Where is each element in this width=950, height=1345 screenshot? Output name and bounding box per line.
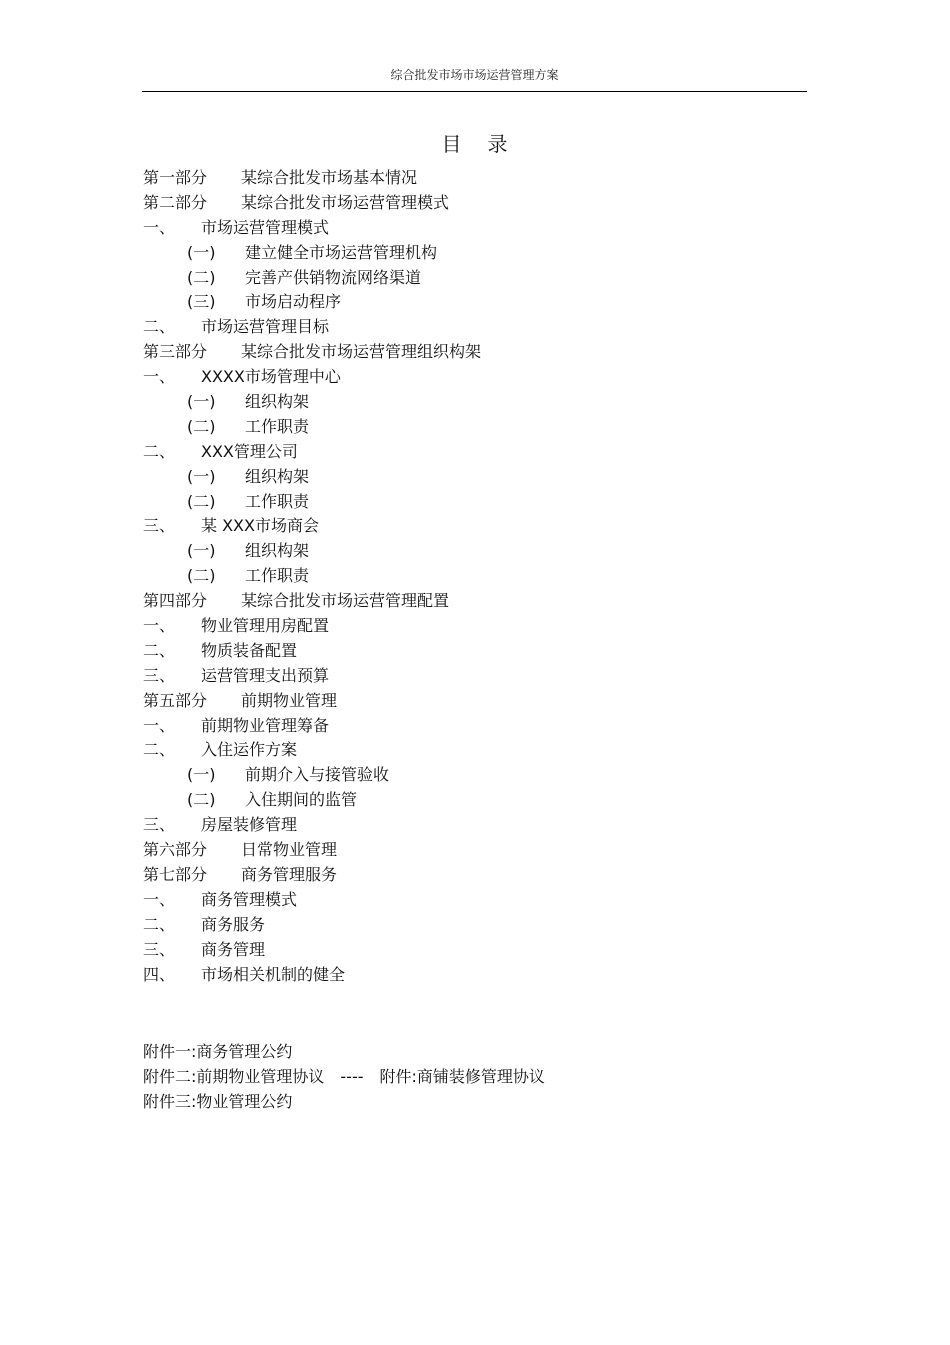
toc-entry (143, 191, 803, 216)
toc-entry-title: 日常物业管理 (241, 840, 338, 860)
toc-entry-title: 组织构架 (245, 466, 310, 486)
toc-entry-number: (一) (187, 466, 216, 486)
toc-entry (143, 888, 803, 913)
toc-entry-title: 工作职责 (245, 491, 310, 511)
toc-entry (143, 689, 803, 714)
appendix-item-label: 附件:商铺装修管理协议 (379, 1066, 545, 1086)
toc-entry-number: 三、 (143, 939, 176, 959)
toc-entry (143, 589, 803, 614)
toc-entry (143, 763, 803, 788)
toc-entry-title: 某综合批发市场运营管理组织构架 (241, 342, 482, 362)
toc-entry (143, 340, 803, 365)
toc-entry (143, 465, 803, 490)
toc-entry-title: 组织构架 (245, 541, 310, 561)
toc-entry (143, 290, 803, 315)
header-divider (142, 91, 807, 92)
toc-entry-number: (三) (187, 292, 216, 312)
toc-entry-title: 组织构架 (245, 392, 310, 412)
appendix-item (143, 1065, 803, 1090)
toc-entry-number: 第四部分 (143, 591, 208, 611)
toc-entry (143, 315, 803, 340)
toc-entry-number: 三、 (143, 516, 176, 536)
toc-entry-title: 市场运营管理模式 (201, 217, 330, 237)
toc-entry-title: 某 XXX市场商会 (201, 516, 319, 536)
toc-entry (143, 714, 803, 739)
toc-entry-number: 一、 (143, 367, 176, 387)
toc-entry (143, 788, 803, 813)
toc-entry (143, 241, 803, 266)
toc-entry-number: (二) (187, 491, 216, 511)
toc-entry (143, 838, 803, 863)
appendix-list (143, 1040, 803, 1115)
toc-entry-number: 第六部分 (143, 840, 208, 860)
toc-entry-title: 商务管理服务 (241, 864, 338, 884)
toc-entry (143, 216, 803, 241)
toc-entry-number: 一、 (143, 715, 176, 735)
toc-list (143, 166, 803, 987)
toc-entry-number: (一) (187, 541, 216, 561)
toc-title: 目录 (441, 132, 534, 156)
toc-entry-title: 前期物业管理筹备 (201, 715, 330, 735)
toc-entry-title: 运营管理支出预算 (201, 665, 330, 685)
toc-entry-title: 市场相关机制的健全 (201, 964, 346, 984)
toc-entry-title: 工作职责 (245, 416, 310, 436)
toc-entry (143, 639, 803, 664)
toc-entry-number: (二) (187, 267, 216, 287)
toc-entry (143, 390, 803, 415)
page-header-title: 综合批发市场市场运营管理方案 (390, 68, 559, 82)
toc-entry-title: 某综合批发市场运营管理配置 (241, 591, 450, 611)
toc-entry-title: 房屋装修管理 (201, 815, 298, 835)
toc-entry-title: 某综合批发市场基本情况 (241, 168, 418, 187)
toc-entry-title: 入住期间的监管 (245, 790, 358, 810)
toc-entry-number: 第二部分 (143, 192, 208, 212)
toc-entry-title: 工作职责 (245, 566, 310, 586)
toc-entry (143, 415, 803, 440)
toc-entry-number: 二、 (143, 317, 176, 337)
toc-entry-title: 完善产供销物流网络渠道 (245, 267, 422, 287)
toc-entry (143, 539, 803, 564)
toc-entry-title: 商务管理 (201, 939, 266, 959)
toc-entry-title: 商务服务 (201, 914, 266, 934)
toc-entry-title: XXX管理公司 (201, 441, 298, 461)
toc-entry-title: 入住运作方案 (201, 740, 298, 760)
toc-entry-number: 一、 (143, 889, 176, 909)
toc-entry (143, 938, 803, 963)
toc-entry (143, 365, 803, 390)
toc-entry-number: 二、 (143, 640, 176, 660)
appendix-item: 附件三:物业管理公约 (143, 1091, 293, 1111)
appendix-item-label: 附件二:前期物业管理协议 (143, 1066, 325, 1086)
toc-entry-number: (二) (187, 566, 216, 586)
toc-entry-number: 三、 (143, 815, 176, 835)
toc-entry (143, 614, 803, 639)
toc-entry-number: 二、 (143, 914, 176, 934)
toc-entry (143, 913, 803, 938)
toc-entry-number: (二) (187, 416, 216, 436)
toc-entry-number: 第七部分 (143, 864, 208, 884)
toc-entry-title: 前期物业管理 (241, 690, 338, 710)
toc-entry-title: 物业管理用房配置 (201, 616, 330, 636)
toc-entry (143, 166, 803, 191)
toc-entry-number: 第五部分 (143, 690, 208, 710)
appendix-item: 附件一:商务管理公约 (143, 1042, 293, 1061)
toc-entry (143, 738, 803, 763)
toc-entry (143, 963, 803, 988)
toc-entry-number: 四、 (143, 964, 176, 984)
toc-entry-number: (二) (187, 790, 216, 810)
toc-entry-title: 市场启动程序 (245, 292, 342, 312)
toc-entry (143, 863, 803, 888)
toc-entry-title: 商务管理模式 (201, 889, 298, 909)
toc-entry-title: XXXX市场管理中心 (201, 367, 341, 387)
toc-entry (143, 664, 803, 689)
toc-entry-number: 二、 (143, 740, 176, 760)
toc-entry (143, 490, 803, 515)
toc-entry-title: 建立健全市场运营管理机构 (245, 242, 438, 262)
toc-entry-number: (一) (187, 765, 216, 785)
toc-entry-number: 三、 (143, 665, 176, 685)
toc-entry (143, 266, 803, 291)
toc-entry-number: (一) (187, 242, 216, 262)
toc-entry-number: 第三部分 (143, 342, 208, 362)
toc-entry (143, 440, 803, 465)
toc-entry-title: 物质装备配置 (201, 640, 298, 660)
toc-entry (143, 813, 803, 838)
toc-entry-number: 一、 (143, 217, 176, 237)
toc-entry (143, 564, 803, 589)
toc-entry-title: 市场运营管理目标 (201, 317, 330, 337)
toc-entry (143, 514, 803, 539)
toc-entry-number: 二、 (143, 441, 176, 461)
toc-entry-number: 一、 (143, 616, 176, 636)
toc-entry-number: 第一部分 (143, 168, 208, 187)
toc-entry-number: (一) (187, 392, 216, 412)
toc-entry-title: 前期介入与接管验收 (245, 765, 390, 785)
toc-entry-title: 某综合批发市场运营管理模式 (241, 192, 450, 212)
appendix-separator: ---- (340, 1066, 364, 1086)
